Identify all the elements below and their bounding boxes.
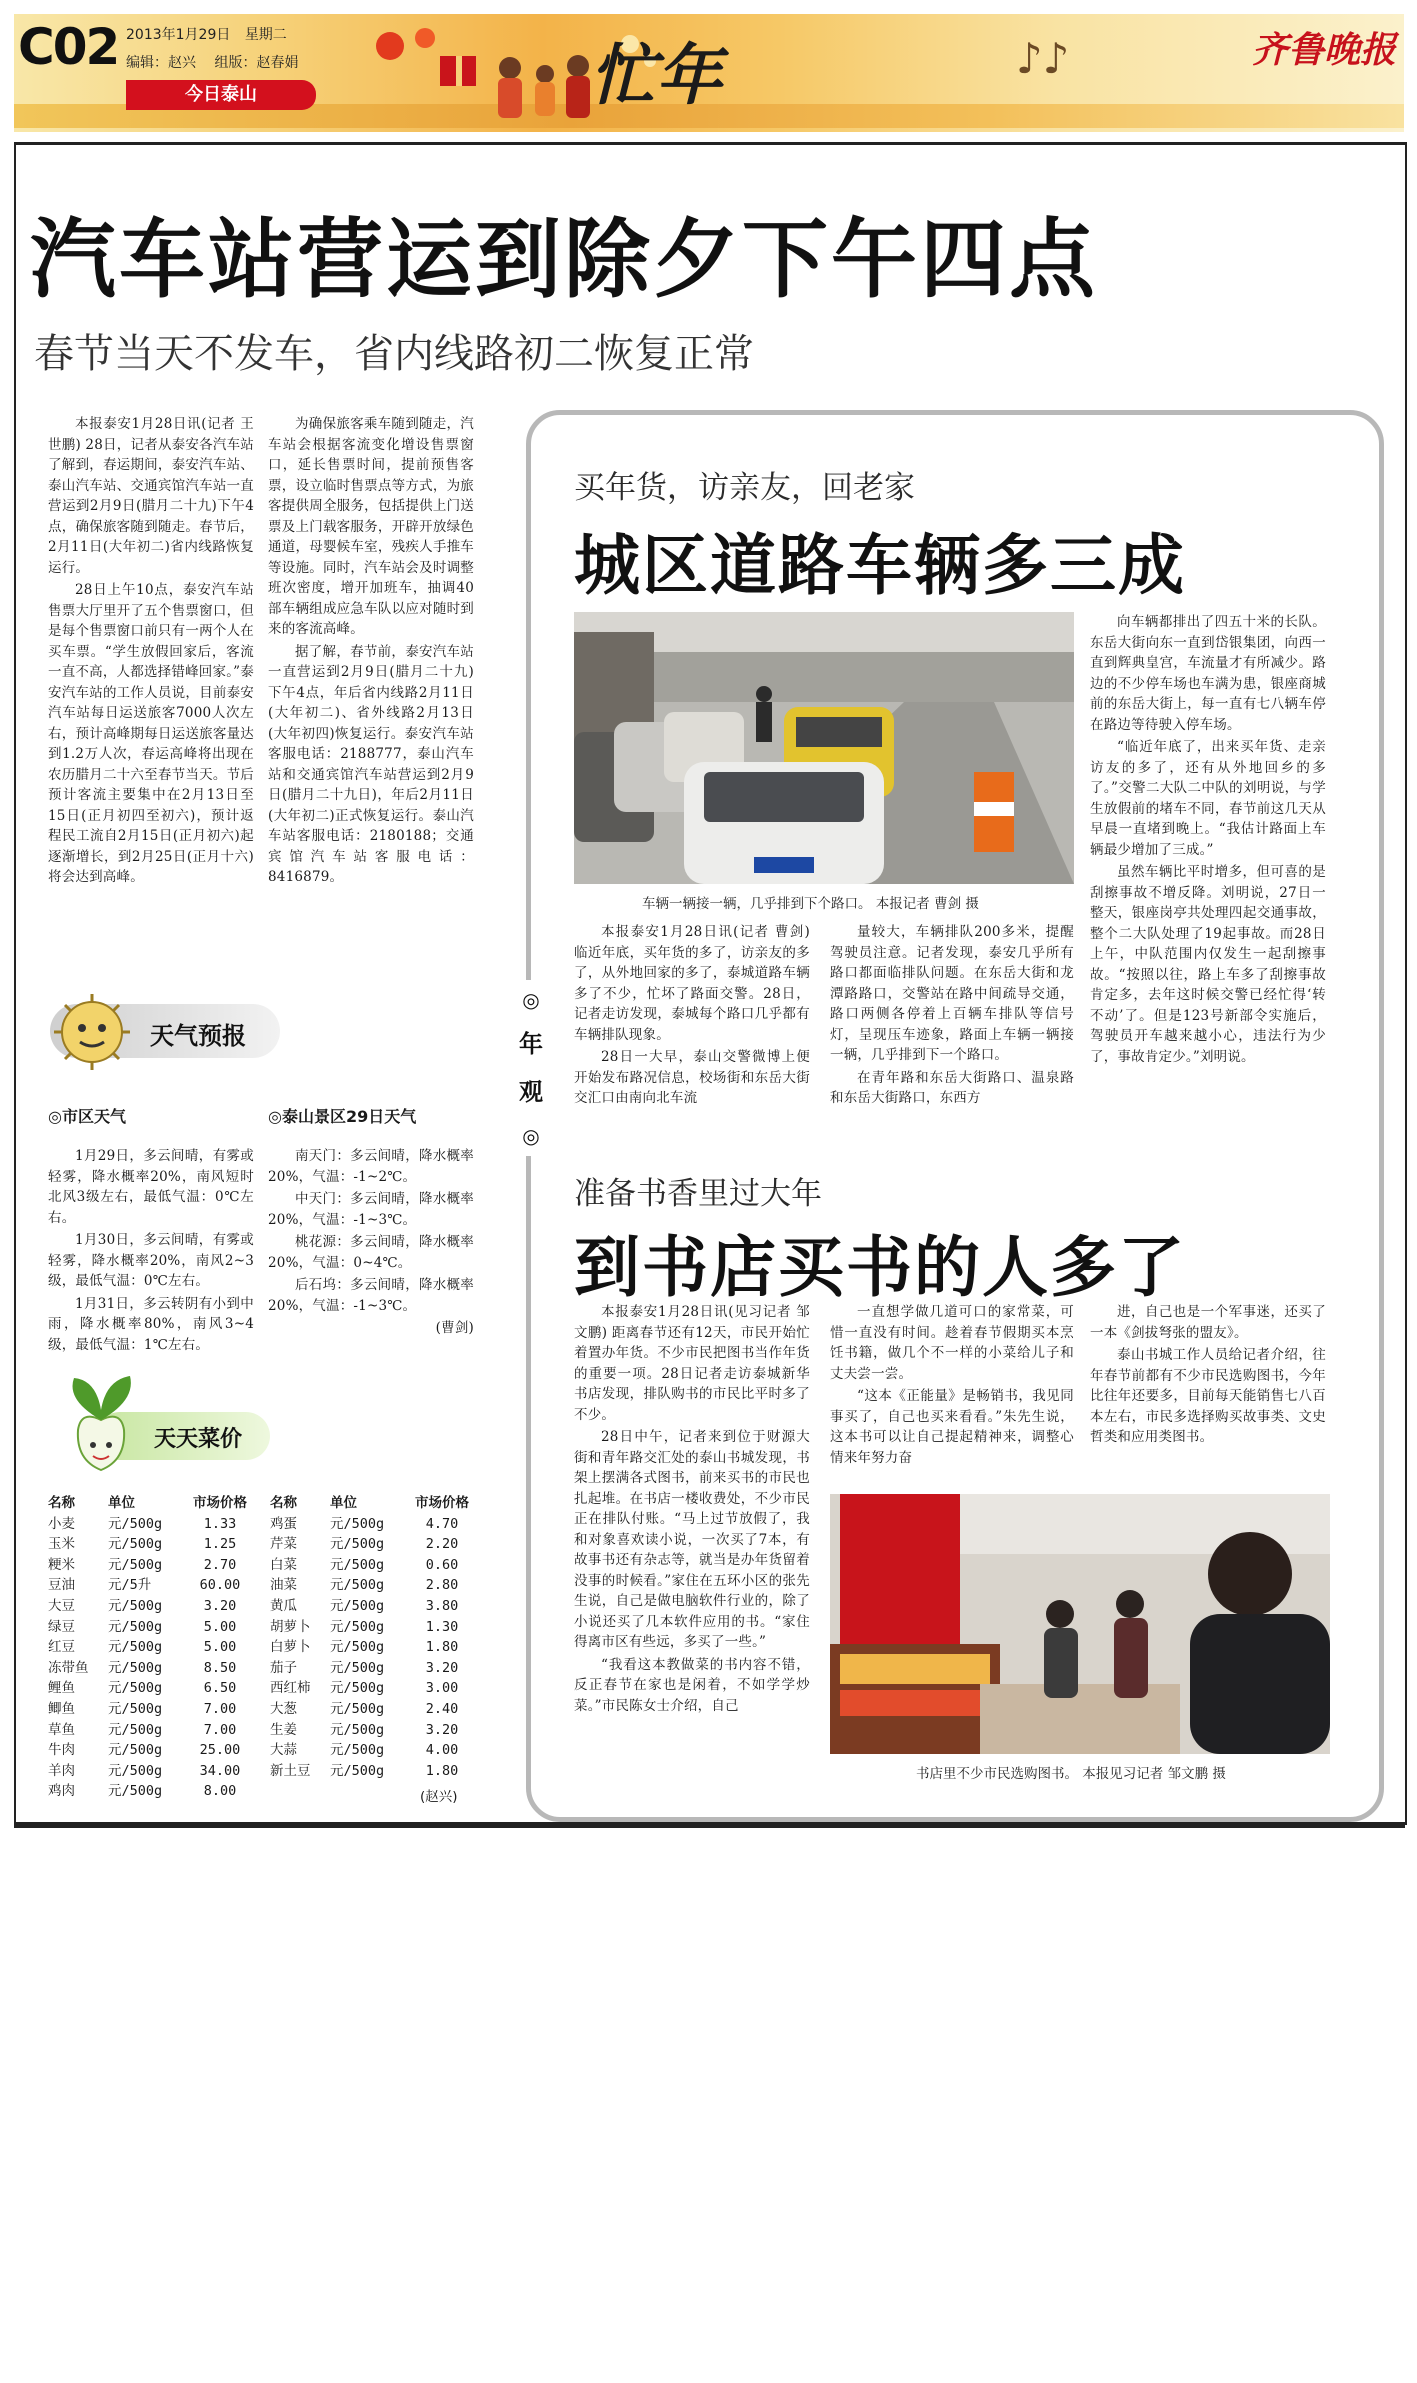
main-car-windshield — [704, 772, 864, 822]
item-unit: 元/500g — [330, 1536, 385, 1553]
item-price: 2.80 — [425, 1577, 459, 1594]
price-label: 天天菜价 — [154, 1427, 243, 1452]
paragraph: 在青年路和东岳大街路口、温泉路和东岳大街路口，东西方 — [830, 1069, 1074, 1106]
city-weather-list — [48, 1146, 254, 1357]
item-unit: 元/500g — [108, 1680, 163, 1697]
item-unit: 元/500g — [108, 1742, 163, 1759]
taxi-windshield — [796, 717, 882, 747]
paragraph: 本报泰安1月28日讯(记者 曹剑) 临近年底，买年货的多了，访亲友的多了，从外地回家的多了，泰城道路车辆多了不少，忙坏了路面交警。28日，记者走访发现，泰城每个路口几乎都有车辆排队现象。 — [574, 924, 810, 1043]
scenic-spot: 桃花源：多云间晴，降水概率20%，气温：0~4℃。 — [268, 1234, 474, 1271]
book-table — [980, 1684, 1180, 1754]
theme-title: 忙年 — [590, 36, 722, 114]
lantern-circle — [376, 32, 404, 60]
price-row — [270, 1514, 480, 1535]
item-name: 牛肉 — [48, 1742, 75, 1759]
main-col-1 — [48, 414, 254, 890]
item-price: 2.20 — [425, 1536, 459, 1553]
item-unit: 元/5升 — [108, 1577, 152, 1594]
main-subheadline: 春节当天不发车，省内线路初二恢复正常 — [34, 331, 754, 377]
paragraph: 28日中午，记者来到位于财源大街和青年路交汇处的泰山书城发现，书架上摆满各式图书，前来买书的市民也扎起堆。在书店一楼收费处，不少市民正在排队付账。“马上过节放假了，我和对象喜欢读小说，一次买了7本，有故事书还有杂志等，就当是办年货留着没事的时候看。”家住在五环小区的张先生说，自己是做电脑软件行业的，除了小说还买了几本软件应用的书。“家住得离市区有些远，多买了一些。” — [574, 1429, 810, 1650]
price-row — [48, 1699, 258, 1720]
story1-kicker: 买年货，访亲友，回老家 — [574, 470, 915, 506]
price-row — [270, 1740, 480, 1761]
item-name: 羊肉 — [48, 1762, 75, 1779]
paragraph: 28日上午10点，泰安汽车站售票大厅里开了五个售票窗口，但是每个售票窗口前只有一两个人在买车票。“学生放假回家后，客流一直不高，人都选择错峰回家。”泰安汽车站的工作人员说，目前泰安汽车站每日运送旅客7000人次左右，预计高峰期每日运送旅客量达到1.2万人次，春运高峰将出现在农历腊月二十六至春节当天。节后预计客流主要集中在2月13日至15日(正月初四至初六)，预计返程民工流自2月15日(正月初六)起逐渐增长，到2月25日(正月十六)将会达到高峰。 — [48, 582, 254, 885]
item-price: 5.00 — [203, 1618, 237, 1635]
paragraph: 本报泰安1月28日讯(记者 王世鹏) 28日，记者从泰安各汽车站了解到，春运期间，泰安汽车站、泰山汽车站、交通宾馆汽车站一直营运到2月9日(腊月二十九)下午4点，确保旅客随到随走。春节后，2月11日(大年初二)省内线路恢复运行。 — [48, 416, 254, 576]
item-price: 3.20 — [203, 1597, 237, 1614]
date-text: 2013年1月29日 — [126, 27, 231, 43]
shopper-body — [1114, 1618, 1148, 1698]
item-name: 芹菜 — [270, 1536, 297, 1553]
item-unit: 元/500g — [108, 1762, 163, 1779]
paragraph: “临近年底了，出来买年货、走亲访友的多了，还有从外地回乡的多了。”交警二大队二中队的刘明说，与学生放假前的堵车不同，春节前这几天从早晨一直堵到晚上。“我估计路面上车辆最少增加了三成。” — [1090, 739, 1326, 858]
figure-body — [535, 82, 555, 116]
item-name: 玉米 — [48, 1536, 75, 1553]
figure-head — [567, 55, 589, 77]
designer-text: 组版：赵春娟 — [214, 55, 299, 71]
paragraph: 本报泰安1月28日讯(见习记者 邹文鹏) 距离春节还有12天，市民开始忙着置办年货。不少市民把图书当作年货的重要一项。28日记者走访泰城新华书店发现，排队购书的市民比平时多了不少。 — [574, 1304, 810, 1423]
item-name: 红豆 — [48, 1639, 75, 1656]
story1-photo-caption: 车辆一辆接一辆，几乎排到下个路口。 本报记者 曹剑 摄 — [642, 896, 979, 912]
item-price: 0.60 — [425, 1556, 459, 1573]
story2-col-b — [830, 1302, 1074, 1470]
price-header-cell: 市场价格 — [193, 1495, 247, 1511]
price-row — [270, 1720, 480, 1741]
item-price: 1.30 — [425, 1618, 459, 1635]
bottom-rule — [14, 1822, 1405, 1828]
paragraph: 向车辆都排出了四五十米的长队。东岳大街向东一直到岱银集团，向西一直到辉典皇宫，车流量才有所减少。路边的不少停车场也车满为患，银座商城前的东岳大街上，每一直有七八辆车停在路边等待驶入停车场。 — [1090, 614, 1326, 733]
item-name: 生姜 — [270, 1721, 297, 1738]
barrier-stripe — [974, 802, 1014, 816]
price-header-cell: 名称 — [270, 1495, 297, 1511]
paragraph: 据了解，春节前，泰安汽车站一直营运到2月9日(腊月二十九)下午4点，年后省内线路2月11日(大年初二)、省外线路2月13日(大年初四)恢复运行。泰安汽车站客服电话：2188777，泰山汽车站和交通宾馆汽车站营运到2月9日(腊月二十九日)，年后2月11日(大年初二)正式恢复运行。泰山汽车站客服电话：2180188；交通宾馆汽车站客服电话：8416879。 — [268, 643, 474, 885]
shopper-head — [1046, 1600, 1074, 1628]
paragraph: “这本《正能量》是畅销书，我见同事买了，自己也买来看看。”朱先生说，这本书可以让自己提起精神来，调整心情来年努力奋 — [830, 1388, 1074, 1466]
story2-kicker: 准备书香里过大年 — [574, 1176, 822, 1212]
page-code: C02 — [18, 18, 119, 76]
price-row — [270, 1555, 480, 1576]
editor-credits — [126, 52, 298, 72]
weather-byline: (曹剑) — [435, 1320, 474, 1336]
item-price: 2.40 — [425, 1700, 459, 1717]
item-name: 豆油 — [48, 1577, 75, 1594]
books — [840, 1690, 990, 1716]
paragraph: “我看这本教做菜的书内容不错，反正春节在家也是闲着，不如学学炒菜。”市民陈女士介绍，自己 — [574, 1656, 810, 1714]
story2-photo-caption: 书店里不少市民选购图书。 本报见习记者 邹文鹏 摄 — [916, 1766, 1226, 1782]
shopper-body — [1044, 1628, 1078, 1698]
lantern-circle — [415, 28, 435, 48]
item-price: 1.33 — [203, 1515, 237, 1532]
item-price: 7.00 — [203, 1721, 237, 1738]
scenic-weather-list — [268, 1146, 474, 1339]
item-name: 绿豆 — [48, 1618, 75, 1635]
figure-body — [498, 78, 522, 118]
item-price: 3.00 — [425, 1680, 459, 1697]
item-unit: 元/500g — [108, 1536, 163, 1553]
item-name: 草鱼 — [48, 1721, 75, 1738]
item-name: 冻带鱼 — [48, 1659, 89, 1676]
item-unit: 元/500g — [108, 1556, 163, 1573]
figure-head — [499, 57, 521, 79]
item-name: 大蒜 — [270, 1742, 297, 1759]
price-row — [48, 1658, 258, 1679]
vegetable-icon — [56, 1370, 146, 1480]
item-unit: 元/500g — [330, 1762, 385, 1779]
price-row — [270, 1534, 480, 1555]
weather-day: 1月31日，多云转阴有小到中雨，降水概率80%，南风3~4级，最低气温：1℃左右。 — [48, 1295, 254, 1353]
item-name: 油菜 — [270, 1577, 297, 1594]
item-price: 3.80 — [425, 1597, 459, 1614]
pedestrian-head — [756, 686, 772, 702]
price-row — [48, 1575, 258, 1596]
item-unit: 元/500g — [108, 1721, 163, 1738]
section-tag — [126, 80, 316, 110]
main-headline: 汽车站营运到除夕下午四点 — [30, 210, 1098, 310]
weekday-text: 星期二 — [244, 27, 287, 43]
price-row — [270, 1699, 480, 1720]
price-table-left — [48, 1493, 258, 1802]
item-unit: 元/500g — [330, 1659, 385, 1676]
item-price: 7.00 — [203, 1700, 237, 1717]
sidebar-tag-text: 年观 — [519, 1030, 543, 1106]
paragraph: 量较大，车辆排队200多米，提醒驾驶员注意。记者发现，泰安几乎所有路口都面临排队问题。在东岳大街和龙潭路路口，交警站在路中间疏导交通，路口两侧各停着上百辆车排队等信号灯，呈现压车迹象，路面上车辆一辆接一辆，几乎排到下一个路口。 — [830, 924, 1074, 1063]
item-unit: 元/500g — [330, 1742, 385, 1759]
item-unit: 元/500g — [330, 1680, 385, 1697]
price-header-cell: 市场价格 — [415, 1495, 469, 1511]
item-unit: 元/500g — [330, 1556, 385, 1573]
item-unit: 元/500g — [108, 1783, 163, 1800]
story1-right-col — [1090, 612, 1326, 1069]
price-row — [48, 1740, 258, 1761]
scenic-spot: 中天门：多云间晴，降水概率20%，气温：-1~3℃。 — [268, 1191, 474, 1228]
man-head — [1208, 1532, 1292, 1616]
price-row — [270, 1575, 480, 1596]
item-name: 西红柿 — [270, 1680, 311, 1697]
scenic-spot: 南天门：多云间晴，降水概率20%，气温：-1~2℃。 — [268, 1148, 474, 1185]
item-unit: 元/500g — [108, 1700, 163, 1717]
paragraph: 进，自己也是一个军事迷，还买了一本《剑拔弩张的盟友》。 — [1090, 1304, 1326, 1341]
sun-icon — [46, 986, 138, 1078]
story2-headline: 到书店买书的人多了 — [574, 1229, 1186, 1306]
gift-ribbon — [456, 56, 462, 86]
item-unit: 元/500g — [330, 1639, 385, 1656]
traffic-photo — [574, 612, 1074, 884]
item-price: 1.25 — [203, 1536, 237, 1553]
item-unit: 元/500g — [330, 1515, 385, 1532]
item-price: 2.70 — [203, 1556, 237, 1573]
item-name: 鲫鱼 — [48, 1700, 75, 1717]
price-row — [270, 1617, 480, 1638]
price-row — [270, 1761, 480, 1782]
item-name: 粳米 — [48, 1556, 75, 1573]
price-row — [48, 1534, 258, 1555]
price-row — [48, 1781, 258, 1802]
main-col-2 — [268, 414, 474, 890]
price-row — [270, 1678, 480, 1699]
price-row — [48, 1637, 258, 1658]
item-price: 6.50 — [203, 1680, 237, 1697]
item-price: 34.00 — [199, 1762, 241, 1779]
tag-circle-icon: ◎ — [522, 1124, 540, 1148]
item-name: 白萝卜 — [270, 1639, 311, 1656]
tag-circle-icon: ◎ — [522, 988, 540, 1012]
story2-col-a — [574, 1302, 810, 1718]
item-price: 3.20 — [425, 1721, 459, 1738]
issue-date — [126, 24, 287, 44]
price-header-row — [48, 1493, 258, 1514]
item-price: 8.50 — [203, 1659, 237, 1676]
banner — [840, 1494, 960, 1644]
item-name: 白菜 — [270, 1556, 297, 1573]
price-row — [270, 1637, 480, 1658]
price-row — [270, 1658, 480, 1679]
item-unit: 元/500g — [108, 1639, 163, 1656]
editor-text: 编辑：赵兴 — [126, 55, 196, 71]
item-name: 小麦 — [48, 1515, 75, 1532]
item-unit: 元/500g — [108, 1618, 163, 1635]
paragraph: 28日一大早，泰山交警微博上便开始发布路况信息，校场街和东岳大街交汇口由南向北车流 — [574, 1049, 810, 1106]
price-table-right — [270, 1493, 480, 1781]
item-price: 5.00 — [203, 1639, 237, 1656]
weather-label: 天气预报 — [150, 1022, 246, 1050]
city-weather-title: ◎市区天气 — [48, 1107, 126, 1126]
price-byline: (赵兴) — [420, 1789, 458, 1805]
price-row — [48, 1555, 258, 1576]
item-price: 4.00 — [425, 1742, 459, 1759]
shopper-head — [1116, 1590, 1144, 1618]
item-price: 25.00 — [199, 1742, 241, 1759]
newspaper-logo: 齐鲁晚报 — [1252, 29, 1397, 71]
sidebar-tag — [512, 980, 550, 1156]
story2-col-c — [1090, 1302, 1326, 1450]
price-row — [270, 1596, 480, 1617]
pedestrian-body — [756, 702, 772, 742]
price-row — [48, 1617, 258, 1638]
item-price: 1.80 — [425, 1762, 459, 1779]
item-unit: 元/500g — [330, 1597, 385, 1614]
man-body — [1190, 1614, 1330, 1754]
price-header-cell: 单位 — [330, 1495, 357, 1511]
item-price: 4.70 — [425, 1515, 459, 1532]
scenic-weather-title: ◎泰山景区29日天气 — [268, 1107, 417, 1126]
item-price: 1.80 — [425, 1639, 459, 1656]
item-unit: 元/500g — [108, 1597, 163, 1614]
price-row — [48, 1678, 258, 1699]
item-name: 大豆 — [48, 1597, 75, 1614]
paragraph: 泰山书城工作人员给记者介绍，往年春节前都有不少市民选购图书，今年比往年还要多，目前每天能销售七八百本左右，市民多选择购买故事类、文史哲类和应用类图书。 — [1090, 1347, 1326, 1445]
paragraph: 一直想学做几道可口的家常菜，可惜一直没有时间。趁着春节假期买本烹饪书籍，做几个不一样的小菜给儿子和丈夫尝一尝。 — [830, 1304, 1074, 1382]
item-unit: 元/500g — [330, 1618, 385, 1635]
story1-col-a — [574, 922, 810, 1111]
item-name: 黄瓜 — [270, 1597, 297, 1614]
item-name: 大葱 — [270, 1700, 297, 1717]
item-unit: 元/500g — [108, 1659, 163, 1676]
figure-head — [536, 65, 554, 83]
price-header-cell: 单位 — [108, 1495, 135, 1511]
bookstore-photo — [830, 1494, 1330, 1754]
price-header-row — [270, 1493, 480, 1514]
weather-day: 1月30日，多云间晴，有雾或轻雾，降水概率20%，南风2~3级，最低气温：0℃左右。 — [48, 1232, 254, 1289]
item-name: 鸡肉 — [48, 1783, 75, 1800]
item-name: 胡萝卜 — [270, 1618, 311, 1635]
item-name: 茄子 — [270, 1659, 297, 1676]
section-label: 今日泰山 — [185, 84, 257, 105]
item-unit: 元/500g — [330, 1577, 385, 1594]
paragraph: 为确保旅客乘车随到随走，汽车站会根据客流变化增设售票窗口，延长售票时间，提前预售客票，设立临时售票点等方式，为旅客提供周全服务，包括提供上门送票及上门载客服务，开辟开放绿色通道，母婴候车室，残疾人手推车等设施。同时，汽车站会及时调整班次密度，增开加班车，抽调40部车辆组成应急车队以应对随时到来的客流高峰。 — [268, 416, 474, 637]
story1-col-b — [830, 922, 1074, 1111]
scenic-spot: 后石坞：多云间晴，降水概率20%，气温：-1~3℃。 — [268, 1277, 474, 1314]
item-price: 8.00 — [203, 1783, 237, 1800]
figure-body — [566, 76, 590, 118]
item-name: 鲤鱼 — [48, 1680, 75, 1697]
item-unit: 元/500g — [330, 1721, 385, 1738]
price-row — [48, 1720, 258, 1741]
price-row — [48, 1596, 258, 1617]
price-row — [48, 1761, 258, 1782]
weather-day: 1月29日，多云间晴，有雾或轻雾，降水概率20%，南风短时北风3级左右，最低气温：0℃左右。 — [48, 1148, 254, 1226]
item-name: 新土豆 — [270, 1762, 311, 1779]
books — [840, 1654, 990, 1684]
item-unit: 元/500g — [330, 1700, 385, 1717]
main-car-plate — [754, 857, 814, 873]
item-name: 鸡蛋 — [270, 1515, 297, 1532]
price-row — [48, 1514, 258, 1535]
story1-headline: 城区道路车辆多三成 — [574, 527, 1186, 604]
price-header-cell: 名称 — [48, 1495, 75, 1511]
item-unit: 元/500g — [108, 1515, 163, 1532]
music-note-icon: ♪♪ — [1016, 34, 1070, 83]
item-price: 60.00 — [199, 1577, 241, 1594]
item-price: 3.20 — [425, 1659, 459, 1676]
paragraph: 虽然车辆比平时增多，但可喜的是刮擦事故不增反降。刘明说，27日一整天，银座岗亭共处理四起交通事故，整个二大队处理了19起事故。而28日上午，中队范围内仅发生一起刮擦事故。“按照以往，路上车多了刮擦事故肯定多，去年这时候交警已经忙得‘转不动’了。但是123号新部令实施后，驾驶员开车越来越小心，违法行为少了，事故肯定少。”刘明说。 — [1090, 864, 1326, 1065]
